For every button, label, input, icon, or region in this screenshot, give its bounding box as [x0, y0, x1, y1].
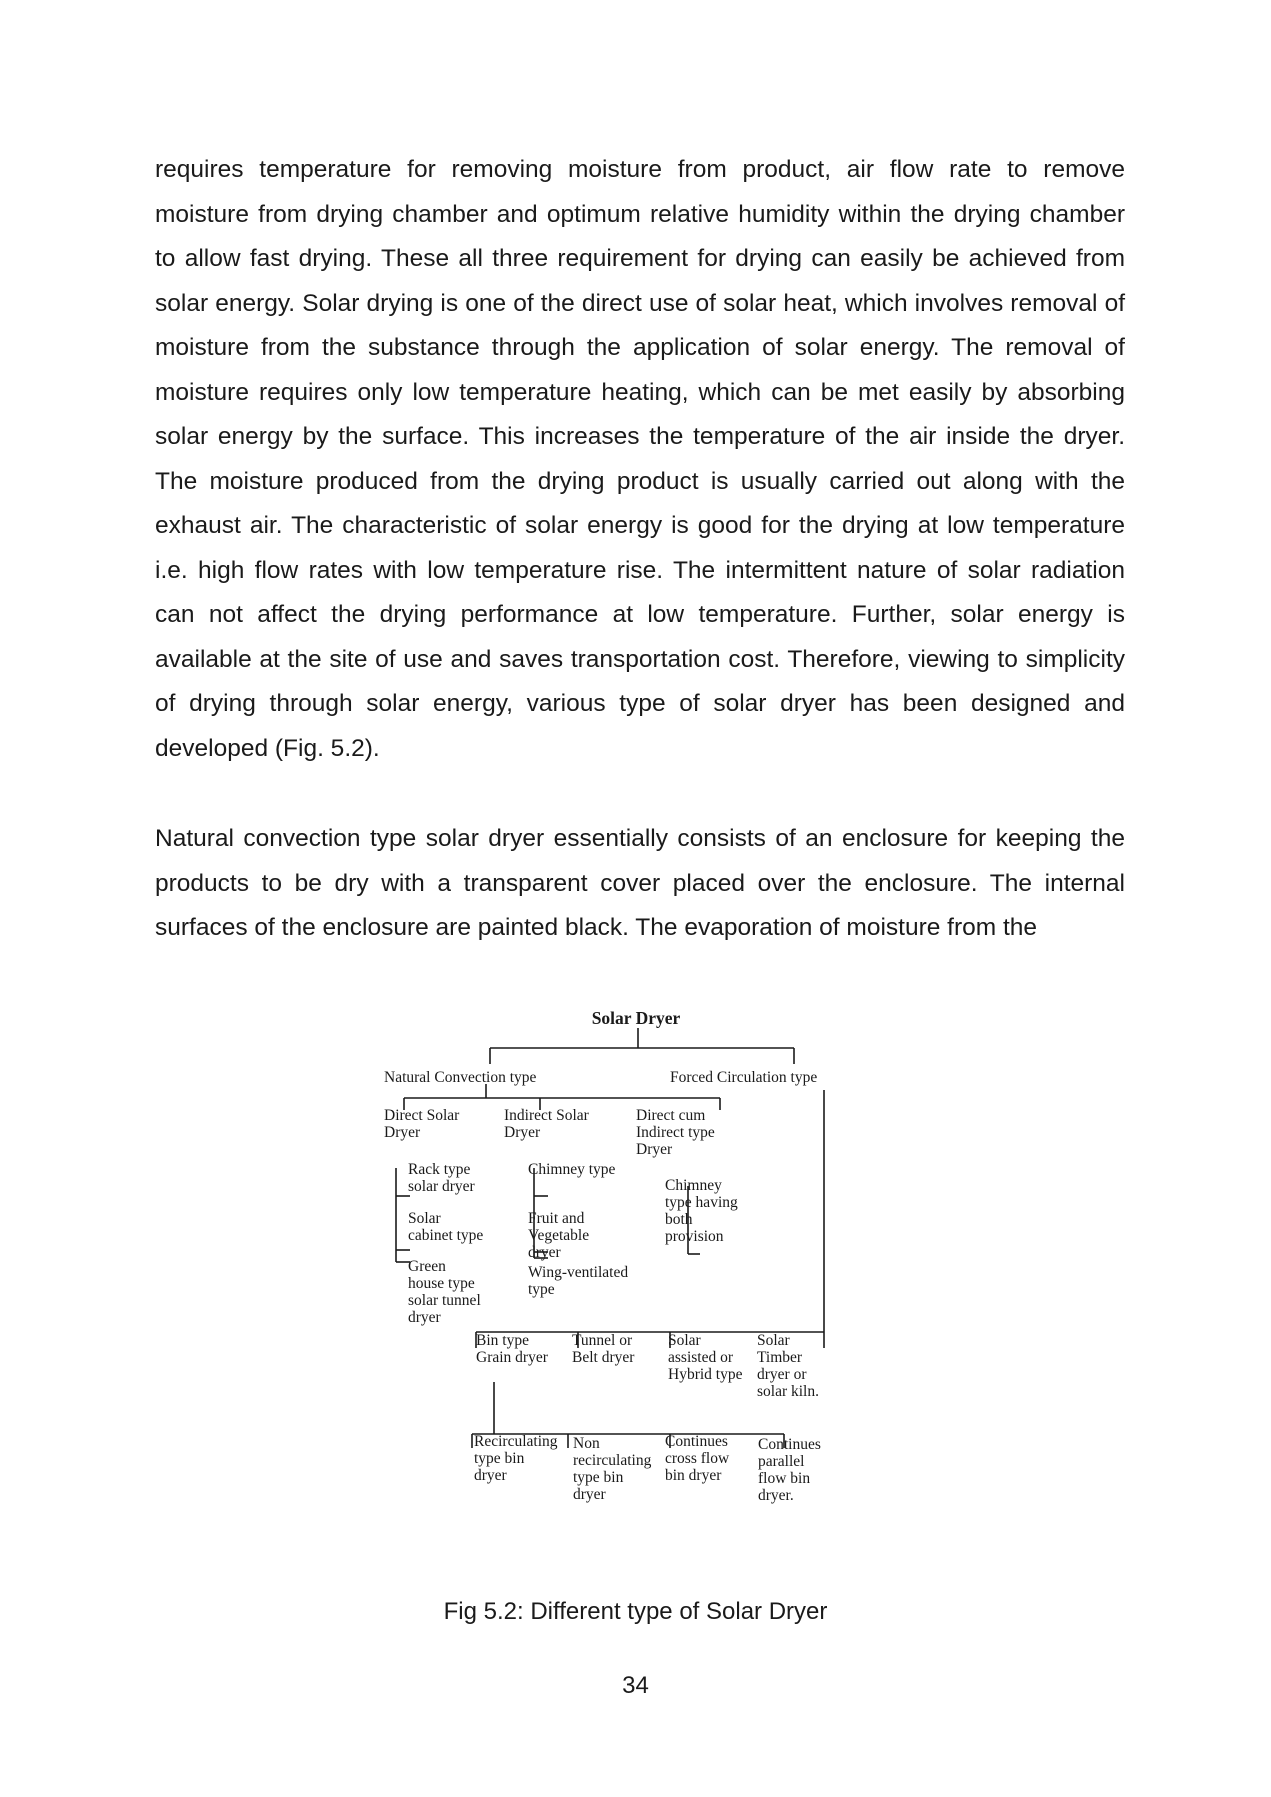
recirculating-bin-label-line: Recirculating [474, 1433, 558, 1450]
rack-type-label [408, 1161, 476, 1195]
non-recirculating-bin-label [573, 1435, 652, 1503]
solar-timber-kiln-label-line: Solar [757, 1332, 790, 1349]
figure-node-labels [384, 1107, 821, 1504]
wing-ventilated-label-line: Wing-ventilated [528, 1264, 629, 1281]
body-paragraph-1: requires temperature for removing moisture from product, air flow rate to remove moisture from drying chamber and optimum relative humidity within the drying chamber to allow fast drying. These all three requirement for drying can easily be achieved from solar energy. Solar drying is one of the direct use of solar heat, which involves removal of moisture from the substance through the application of solar energy. The removal of moisture requires only low temperature heating, which can be met easily by absorbing solar energy by the surface. This increases the temperature of the air inside the dryer. The moisture produced from the drying product is usually carried out along with the exhaust air. The characteristic of solar energy is good for the drying at low temperature i.e. high flow rates with low temperature rise. The intermittent nature of solar radiation can not affect the drying performance at low temperature. Further, solar energy is available at the site of use and saves transportation cost. Therefore, viewing to simplicity of drying through solar energy, various type of solar dryer has been designed and developed (Fig. 5.2). [155, 156, 1125, 762]
recirculating-bin-label-line: type bin [474, 1450, 525, 1467]
direct-solar-dryer-label-line: Direct Solar [384, 1107, 460, 1124]
chimney-both-provision-label-line: Chimney [665, 1177, 722, 1194]
rack-type-label-line: Rack type [408, 1161, 471, 1178]
tunnel-belt-dryer-label-line: Tunnel or [572, 1332, 633, 1349]
chimney-type-label-line: Chimney type [528, 1161, 616, 1178]
solar-cabinet-label-line: cabinet type [408, 1227, 484, 1244]
solar-dryer-classification-figure [380, 996, 892, 1596]
solar-hybrid-label-line: assisted or [668, 1349, 734, 1366]
cross-flow-bin-label-line: cross flow [665, 1450, 730, 1467]
solar-hybrid-label-line: Solar [668, 1332, 701, 1349]
parallel-flow-bin-label-line: dryer. [758, 1487, 794, 1504]
solar-hybrid-label [668, 1332, 743, 1383]
non-recirculating-bin-label-line: recirculating [573, 1452, 652, 1469]
wing-ventilated-label-line: type [528, 1281, 555, 1298]
chimney-both-provision-label [665, 1177, 738, 1245]
chimney-both-provision-label-line: provision [665, 1228, 724, 1245]
solar-cabinet-label-line: Solar [408, 1210, 441, 1227]
body-paragraph-2: Natural convection type solar dryer essentially consists of an enclosure for keeping the products to be dry with a transparent cover placed over the enclosure. The internal surfaces of the enclosure are painted black. The evaporation of moisture from the [155, 825, 1125, 941]
bin-grain-dryer-label-line: Grain dryer [476, 1349, 548, 1366]
solar-timber-kiln-label [757, 1332, 819, 1400]
greenhouse-tunnel-label [408, 1258, 481, 1326]
chimney-both-provision-label-line: type having [665, 1194, 738, 1211]
chimney-type-label [528, 1161, 616, 1178]
solar-timber-kiln-label-line: dryer or [757, 1366, 807, 1383]
natural-convection-label: Natural Convection type [384, 1069, 537, 1086]
bin-grain-dryer-label [476, 1332, 549, 1366]
solar-hybrid-label-line: Hybrid type [668, 1366, 743, 1383]
direct-solar-dryer-label [384, 1107, 460, 1141]
tunnel-belt-dryer-label [572, 1332, 635, 1366]
cross-flow-bin-label-line: Continues [665, 1433, 728, 1450]
forced-circulation-label: Forced Circulation type [670, 1069, 818, 1086]
direct-cum-indirect-dryer-label [636, 1107, 715, 1158]
greenhouse-tunnel-label-line: house type [408, 1275, 475, 1292]
figure-root-label: Solar Dryer [591, 1008, 681, 1028]
cross-flow-bin-label [665, 1433, 730, 1484]
solar-timber-kiln-label-line: Timber [757, 1349, 803, 1366]
greenhouse-tunnel-label-line: dryer [408, 1309, 441, 1326]
parallel-flow-bin-label-line: parallel [758, 1453, 805, 1470]
direct-cum-indirect-dryer-label-line: Direct cum [636, 1107, 706, 1124]
non-recirculating-bin-label-line: Non [573, 1435, 600, 1452]
recirculating-bin-label-line: dryer [474, 1467, 507, 1484]
indirect-solar-dryer-label [504, 1107, 590, 1141]
bin-grain-dryer-label-line: Bin type [476, 1332, 529, 1349]
greenhouse-tunnel-label-line: solar tunnel [408, 1292, 481, 1309]
fruit-vegetable-dryer-label-line: Vegetable [528, 1227, 590, 1244]
fruit-vegetable-dryer-label-line: dryer [528, 1244, 561, 1261]
tunnel-belt-dryer-label-line: Belt dryer [572, 1349, 635, 1366]
rack-type-label-line: solar dryer [408, 1178, 475, 1195]
indirect-solar-dryer-label-line: Dryer [504, 1124, 541, 1141]
page-number: 34 [622, 1672, 649, 1699]
chimney-both-provision-label-line: both [665, 1211, 693, 1228]
parallel-flow-bin-label [758, 1436, 821, 1504]
figure-caption: Fig 5.2: Different type of Solar Dryer [443, 1598, 828, 1625]
greenhouse-tunnel-label-line: Green [408, 1258, 446, 1275]
non-recirculating-bin-label-line: type bin [573, 1469, 624, 1486]
fruit-vegetable-dryer-label-line: Fruit and [528, 1210, 585, 1227]
classification-tree [380, 996, 892, 1596]
recirculating-bin-label [474, 1433, 558, 1484]
cross-flow-bin-label-line: bin dryer [665, 1467, 722, 1484]
direct-cum-indirect-dryer-label-line: Indirect type [636, 1124, 715, 1141]
direct-cum-indirect-dryer-label-line: Dryer [636, 1141, 673, 1158]
solar-cabinet-label [408, 1210, 483, 1244]
fruit-vegetable-dryer-label [528, 1210, 589, 1261]
non-recirculating-bin-label-line: dryer [573, 1486, 606, 1503]
parallel-flow-bin-label-line: flow bin [758, 1470, 811, 1487]
parallel-flow-bin-label-line: Continues [758, 1436, 821, 1453]
wing-ventilated-label [528, 1264, 628, 1298]
direct-solar-dryer-label-line: Dryer [384, 1124, 421, 1141]
solar-timber-kiln-label-line: solar kiln. [757, 1383, 819, 1400]
indirect-solar-dryer-label-line: Indirect Solar [504, 1107, 589, 1124]
